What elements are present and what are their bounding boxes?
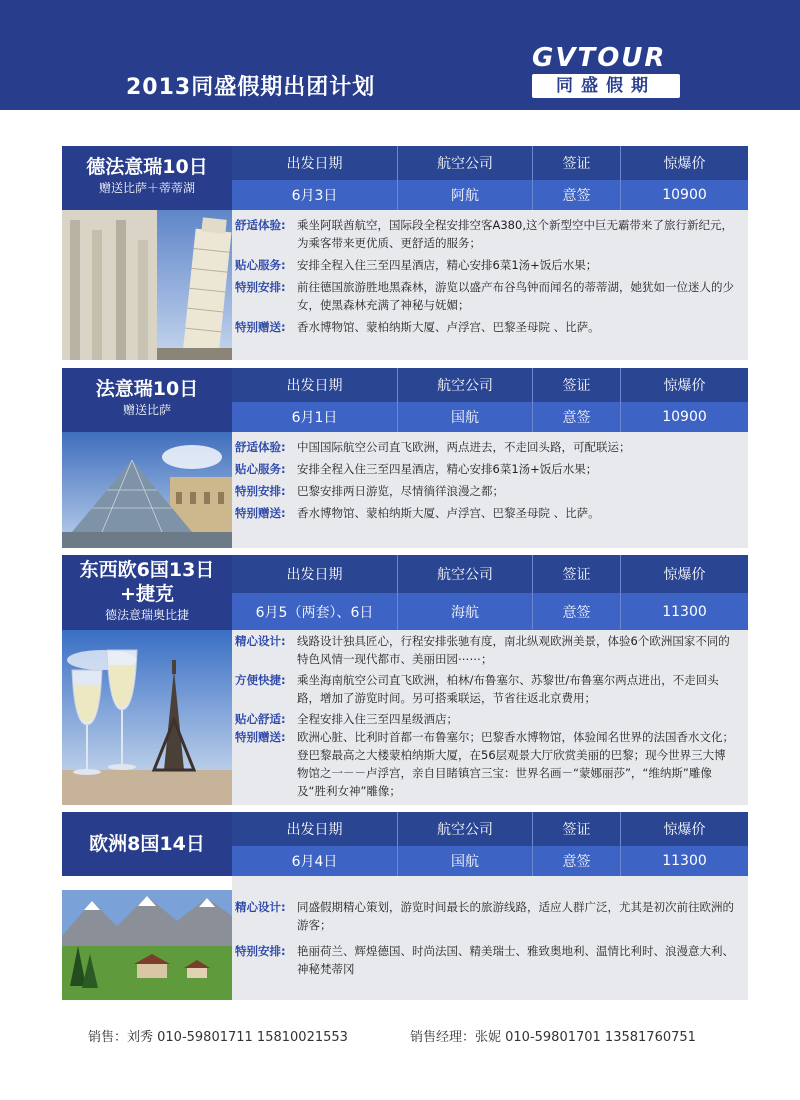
detail-label: 特别安排: <box>235 944 286 958</box>
date-value: 6月4日 <box>232 846 398 876</box>
detail-label: 舒适体验: <box>235 218 286 232</box>
detail-item <box>235 216 736 252</box>
col-price-header: 惊爆价 <box>663 378 706 394</box>
detail-label: 舒适体验: <box>235 440 286 454</box>
louvre-pyramid-photo <box>62 432 232 548</box>
tour-subtitle: 德法意瑞奥比捷 <box>104 608 189 622</box>
detail-item <box>235 728 736 800</box>
price-value: 11300 <box>662 853 707 869</box>
col-visa-header: 签证 <box>533 368 621 402</box>
airline-value: 海航 <box>398 593 533 630</box>
col-date-header: 出发日期 <box>232 555 398 593</box>
detail-label: 贴心服务: <box>235 462 286 476</box>
detail-item <box>235 671 736 707</box>
detail-text: 香水博物馆、蒙柏纳斯大厦、卢浮宫、巴黎圣母院 、比萨。 <box>297 506 600 520</box>
tour-details <box>232 432 748 548</box>
detail-item <box>235 278 736 314</box>
detail-label: 特别赠送: <box>235 506 286 520</box>
column-header-row <box>232 555 748 593</box>
detail-item <box>235 632 736 668</box>
date-value: 6月3日 <box>232 180 398 210</box>
col-airline-header: 航空公司 <box>398 555 533 593</box>
detail-text: 前往德国旅游胜地黑森林，游览以盛产布谷鸟钟而闻名的蒂蒂湖，她犹如一位迷人的少女，使黑森林充满了神秘与妩媚； <box>297 280 734 312</box>
tour-section-1 <box>62 146 748 360</box>
value-row <box>232 180 748 210</box>
tour-tag <box>62 368 232 432</box>
tour-section-2 <box>62 368 748 548</box>
eiffel-champagne-photo <box>62 630 232 805</box>
column-header-row <box>232 812 748 846</box>
detail-label: 特别安排: <box>235 280 286 294</box>
visa-value: 意签 <box>533 402 621 432</box>
value-row <box>232 846 748 876</box>
detail-item <box>235 942 736 978</box>
pisa-tower-photo <box>62 210 232 360</box>
value-row <box>232 402 748 432</box>
column-header-row <box>232 146 748 180</box>
detail-label: 特别安排: <box>235 484 286 498</box>
col-airline-header: 航空公司 <box>398 368 533 402</box>
detail-item <box>235 710 736 728</box>
value-row <box>232 593 748 630</box>
detail-label: 特别赠送: <box>235 320 286 334</box>
logo-name: 同盛假期 <box>532 74 680 98</box>
tour-title: 东西欧6国13日 <box>79 559 215 581</box>
col-price-header: 惊爆价 <box>663 567 706 583</box>
visa-value: 意签 <box>533 180 621 210</box>
tour-tag <box>62 555 232 630</box>
price-value: 11300 <box>662 603 707 620</box>
column-header-row <box>232 368 748 402</box>
logo-brand: GVTOUR <box>532 43 667 73</box>
col-date-header: 出发日期 <box>232 146 398 180</box>
detail-text: 安排全程入住三至四星酒店，精心安排6菜1汤+饭后水果； <box>297 258 598 272</box>
tour-subtitle: 赠送比萨＋蒂蒂湖 <box>98 181 195 195</box>
detail-item <box>235 482 736 500</box>
detail-label: 方便快捷: <box>235 673 286 687</box>
detail-text: 乘坐阿联酋航空，国际段全程安排空客A380,这个新型空中巨无霸带来了旅行新纪元，为乘客带来更优质、更舒适的服务； <box>297 218 733 250</box>
detail-text: 欧洲心脏、比利时首都一布鲁塞尔；巴黎香水博物馆，体验闻名世界的法国香水文化；登巴黎最高之大楼蒙柏纳斯大厦，在56层观景大厅欣赏美丽的巴黎；现今世界三大博物馆之一－－卢浮宫，亲自目睹镇宫三宝：世界名画－“蒙娜丽莎”，“维纳斯”雕像及“胜利女神”雕像； <box>297 730 734 798</box>
col-price-header: 惊爆价 <box>663 822 706 838</box>
tour-details <box>232 876 748 1000</box>
detail-text: 香水博物馆、蒙柏纳斯大厦、卢浮宫、巴黎圣母院 、比萨。 <box>297 320 600 334</box>
tour-title-line2: +捷克 <box>120 583 174 605</box>
visa-value: 意签 <box>533 846 621 876</box>
detail-label: 贴心服务: <box>235 258 286 272</box>
visa-value: 意签 <box>533 593 621 630</box>
date-value: 6月1日 <box>232 402 398 432</box>
gvtour-logo <box>532 44 680 98</box>
price-value: 10900 <box>662 409 707 425</box>
detail-text: 中国国际航空公司直飞欧洲，两点进去，不走回头路，可配联运； <box>297 440 631 454</box>
detail-item <box>235 898 736 934</box>
airline-value: 阿航 <box>398 180 533 210</box>
detail-label: 特别赠送: <box>235 730 286 744</box>
tour-title: 法意瑞10日 <box>95 378 199 400</box>
alps-village-photo <box>62 876 232 1000</box>
col-visa-header: 签证 <box>533 146 621 180</box>
col-price-header: 惊爆价 <box>663 156 706 172</box>
tour-title: 欧洲8国14日 <box>89 833 205 855</box>
col-date-header: 出发日期 <box>232 368 398 402</box>
detail-item <box>235 256 736 274</box>
sales-manager-contact: 销售经理：张妮 010-59801701 13581760751 <box>410 1030 696 1045</box>
detail-text: 乘坐海南航空公司直飞欧洲，柏林/布鲁塞尔、苏黎世/布鲁塞尔两点进出，不走回头路，增加了游览时间。另可搭乘联运，节省往返北京费用； <box>297 673 719 705</box>
col-visa-header: 签证 <box>533 555 621 593</box>
detail-label: 精心设计: <box>235 634 286 648</box>
date-value: 6月5（两套）、6日 <box>232 593 398 630</box>
col-airline-header: 航空公司 <box>398 812 533 846</box>
detail-item <box>235 460 736 478</box>
airline-value: 国航 <box>398 402 533 432</box>
detail-text: 艳丽荷兰、辉煌德国、时尚法国、精美瑞士、雅致奥地利、温情比利时、浪漫意大利、神秘梵蒂冈 <box>297 944 734 976</box>
airline-value: 国航 <box>398 846 533 876</box>
detail-text: 线路设计独具匠心，行程安排张驰有度，南北纵观欧洲美景，体验6个欧洲国家不同的特色风情一现代都市、美丽田园⋯⋯； <box>297 634 730 666</box>
tour-subtitle: 赠送比萨 <box>122 403 171 417</box>
tour-title: 德法意瑞10日 <box>86 156 208 178</box>
page-title: 2013同盛假期出团计划 <box>126 75 376 100</box>
detail-text: 安排全程入住三至四星酒店，精心安排6菜1汤+饭后水果； <box>297 462 598 476</box>
detail-item <box>235 438 736 456</box>
tour-details <box>232 630 748 805</box>
col-visa-header: 签证 <box>533 812 621 846</box>
sales-contact: 销售：刘秀 010-59801711 15810021553 <box>88 1030 348 1045</box>
tour-details <box>232 210 748 360</box>
tour-section-4 <box>62 812 748 1000</box>
tour-tag <box>62 146 232 210</box>
col-date-header: 出发日期 <box>232 812 398 846</box>
detail-item <box>235 318 736 336</box>
header-banner <box>0 0 800 110</box>
tour-section-3 <box>62 555 748 805</box>
price-value: 10900 <box>662 187 707 203</box>
col-airline-header: 航空公司 <box>398 146 533 180</box>
detail-label: 贴心舒适: <box>235 712 286 726</box>
detail-label: 精心设计: <box>235 900 286 914</box>
detail-text: 全程安排入住三至四星级酒店； <box>297 712 458 726</box>
detail-text: 巴黎安排两日游览，尽情徜徉浪漫之都； <box>297 484 504 498</box>
tour-tag <box>62 812 232 876</box>
detail-item <box>235 504 736 522</box>
detail-text: 同盛假期精心策划，游览时间最长的旅游线路，适应人群广泛，尤其是初次前往欧洲的游客； <box>297 900 734 932</box>
